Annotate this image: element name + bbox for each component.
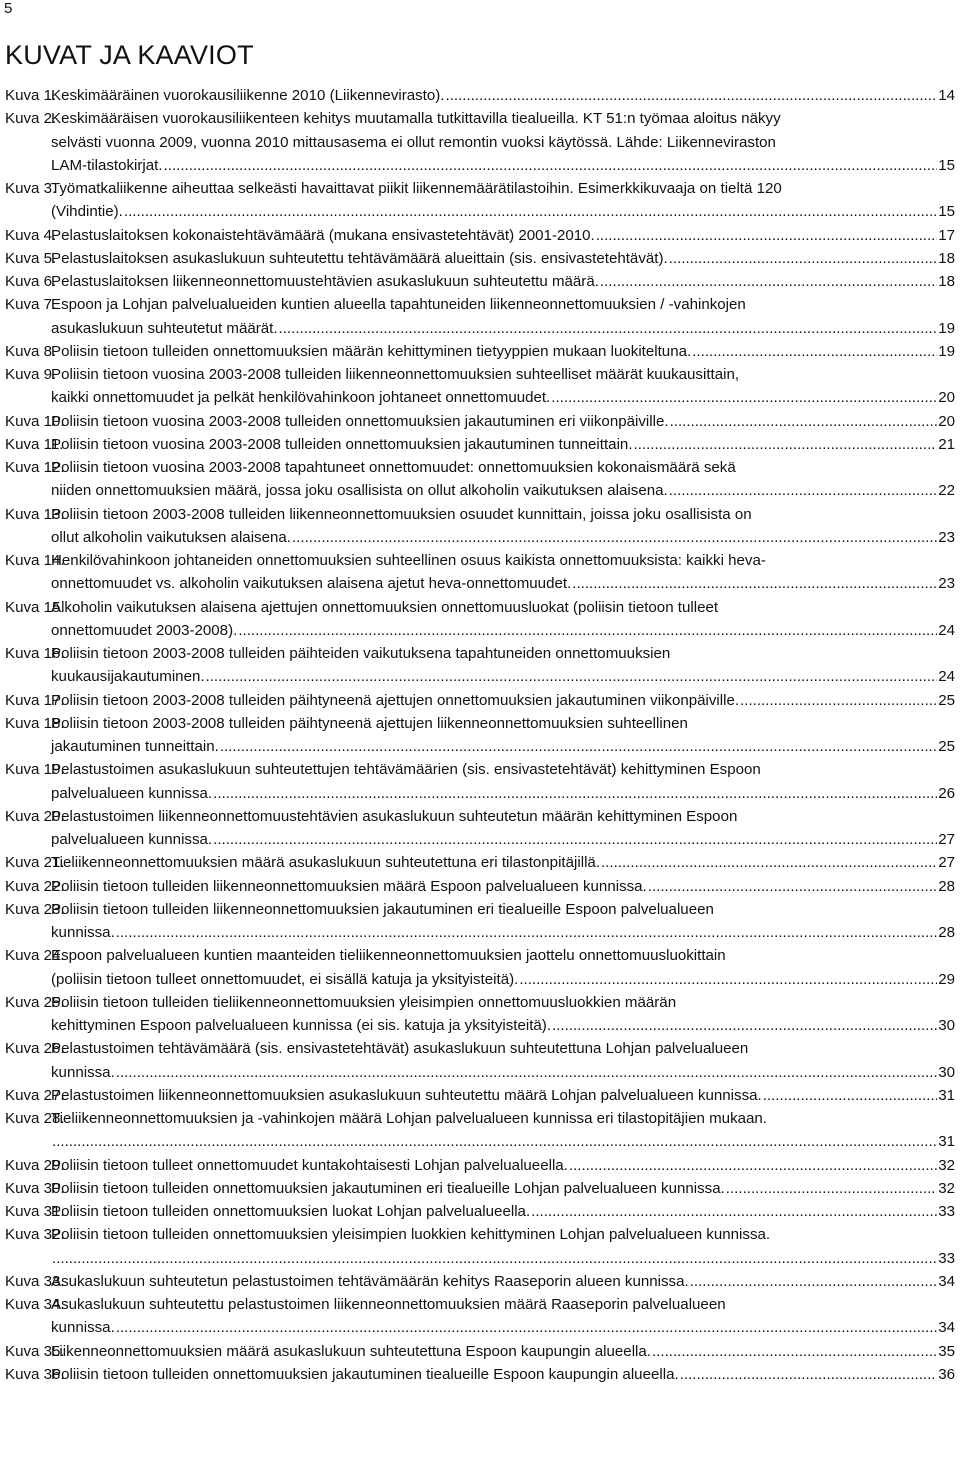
toc-entry-title: jakautuminen tunneittain. <box>51 738 219 755</box>
toc-entry-page: 26 <box>938 784 955 802</box>
toc-entry-label: Kuva 18. <box>5 714 65 732</box>
toc-entry-label: Kuva 22. <box>5 877 65 895</box>
dot-leader <box>213 828 937 851</box>
toc-entry-page: 27 <box>938 854 955 872</box>
toc-entry-title: asukaslukuun suhteutetut määrät. <box>51 319 278 337</box>
dot-leader <box>551 386 937 409</box>
dot-leader <box>596 224 938 247</box>
toc-entry-page: 33 <box>938 1249 955 1267</box>
toc-entry-label: Kuva 28. <box>5 1110 65 1127</box>
toc-entry[interactable] <box>5 1107 955 1154</box>
toc-entry-label: Kuva 24. <box>5 947 65 965</box>
toc-entry-title: Poliisin tietoon tulleiden onnettomuuksien luokat Lohjan palvelualueella. <box>51 1203 531 1220</box>
toc-entry-title: niiden onnettomuuksien määrä, jossa joku osallisista on ollut alkoholin vaikutuksen alaisena. <box>51 482 668 500</box>
toc-entry-page: 32 <box>938 1156 955 1174</box>
toc-entry-title: Poliisin tietoon 2003-2008 tulleiden päihteiden vaikutuksena tapahtuneiden onnettomuuksien <box>51 645 671 662</box>
toc-entry-title: Poliisin tietoon tulleiden tieliikenneonnettomuuksien yleisimpien onnettomuusluokkien määrän <box>51 993 677 1011</box>
dot-leader <box>648 875 937 898</box>
toc-entry[interactable] <box>5 340 955 363</box>
toc-entry[interactable] <box>5 898 955 945</box>
toc-entry-title: kunnissa. <box>51 924 115 941</box>
toc-entry-label: Kuva 29. <box>5 1156 65 1174</box>
toc-entry-title: Poliisin tietoon 2003-2008 tulleiden päihtyneenä ajettujen liikenneonnettomuuksien suhteellinen <box>51 714 688 732</box>
toc-entry[interactable] <box>5 1293 955 1340</box>
dot-leader <box>572 572 937 595</box>
toc-entry-page: 31 <box>938 1086 955 1104</box>
toc-entry[interactable] <box>5 1363 955 1386</box>
toc-entry-label: Kuva 36. <box>5 1365 65 1383</box>
toc-entry-page: 15 <box>938 203 955 221</box>
dot-leader <box>552 1014 937 1037</box>
toc-entry-page: 30 <box>938 1017 955 1034</box>
toc-entry-label: Kuva 4. <box>5 226 57 244</box>
toc-entry[interactable] <box>5 1177 955 1200</box>
toc-entry-title: Poliisin tietoon vuosina 2003-2008 tulleiden onnettomuuksien jakautuminen tunneittain. <box>51 435 633 453</box>
toc-entry-title: Poliisin tietoon tulleet onnettomuudet kuntakohtaisesti Lohjan palvelualueella. <box>51 1156 568 1174</box>
toc-entry-title: Poliisin tietoon tulleiden liikenneonnettomuuksien jakautuminen eri tiealueille Espoon palvelualueen <box>51 900 714 918</box>
toc-entry[interactable] <box>5 84 955 107</box>
dot-leader <box>669 479 938 502</box>
dot-leader <box>124 200 937 223</box>
toc-entry-page: 32 <box>938 1179 955 1197</box>
toc-entry-page: 22 <box>938 482 955 500</box>
toc-entry[interactable] <box>5 642 955 689</box>
toc-entry-title: Poliisin tietoon tulleiden onnettomuuksien määrän kehittyminen tietyyppien mukaan luokiteltuna. <box>51 342 692 360</box>
toc-entry-title: Pelastuslaitoksen asukaslukuun suhteutettu tehtävämäärä alueittain (sis. ensivastetehtävät). <box>51 249 668 267</box>
dot-leader <box>652 1340 937 1363</box>
toc-entry-label: Kuva 30. <box>5 1179 65 1197</box>
toc-entry-label: Kuva 13. <box>5 505 65 523</box>
toc-entry-page: 20 <box>938 412 955 430</box>
toc-entry-title: LAM-tilastokirjat. <box>51 156 163 174</box>
toc-entry-page: 33 <box>938 1203 955 1220</box>
dot-leader <box>164 154 938 177</box>
toc-entry-title: Tieliikenneonnettomuuksien määrä asukaslukuun suhteutettuna eri tilastonpitäjillä. <box>51 854 601 872</box>
toc-entry-label: Kuva 27. <box>5 1086 65 1104</box>
toc-entry-label: Kuva 3. <box>5 180 57 197</box>
dot-leader <box>680 1363 938 1386</box>
toc-entry-title: Alkoholin vaikutuksen alaisena ajettujen onnettomuuksien onnettomuusluokat (poliisin tietoon tulleet <box>51 598 719 616</box>
toc-entry-title: Poliisin tietoon vuosina 2003-2008 tulleiden liikenneonnettomuuksien suhteelliset määrät kuukausittain, <box>51 366 740 383</box>
toc-entry-title: Poliisin tietoon vuosina 2003-2008 tulleiden onnettomuuksien jakautuminen eri viikonpäiville. <box>51 412 669 430</box>
toc-entry-page: 25 <box>938 691 955 709</box>
toc-entry-page: 23 <box>938 575 955 593</box>
dot-leader <box>206 665 938 688</box>
toc-entry-page: 20 <box>938 389 955 407</box>
toc-entry-page: 14 <box>938 87 955 104</box>
toc-entry-title: onnettomuudet 2003-2008). <box>51 621 238 639</box>
toc-entry-title: Tieliikenneonnettomuuksien ja -vahinkojen määrä Lohjan palvelualueen kunnissa eri tilastopitäjien mukaan. <box>51 1110 767 1127</box>
toc-entry-page: 18 <box>938 249 955 267</box>
dot-leader <box>213 782 937 805</box>
dot-leader <box>52 1130 937 1153</box>
dot-leader <box>634 433 938 456</box>
toc-entry[interactable] <box>5 1223 955 1270</box>
toc-entry-label: Kuva 23. <box>5 900 65 918</box>
toc-entry-title: Henkilövahinkoon johtaneiden onnettomuuksien suhteellinen osuus kaikista onnettomuuksista: kaikki heva- <box>51 552 766 569</box>
toc-entry-label: Kuva 5. <box>5 249 57 267</box>
dot-leader <box>669 247 938 270</box>
toc-entry-title: Poliisin tietoon tulleiden onnettomuuksien yleisimpien luokkien kehittyminen Lohjan palvelualueen kunnissa. <box>51 1226 771 1244</box>
toc-entry-title: onnettomuudet vs. alkoholin vaikutuksen alaisena ajetut heva-onnettomuudet. <box>51 575 572 593</box>
toc-entry-title: Pelastustoimen tehtävämäärä (sis. ensivastetehtävät) asukaslukuun suhteutettuna Lohjan palvelualueen <box>51 1040 749 1058</box>
toc-entry-title: Pelastustoimen liikenneonnettomuuksien asukaslukuun suhteutettu määrä Lohjan palvelualueen kunnissa. <box>51 1086 762 1104</box>
toc-entry-title: Pelastuslaitoksen kokonaistehtävämäärä (mukana ensivastetehtävät) 2001-2010. <box>51 226 595 244</box>
toc-entry-title: Poliisin tietoon 2003-2008 tulleiden liikenneonnettomuuksien osuudet kunnittain, joissa joku osallisista on <box>51 505 752 523</box>
toc-entry-label: Kuva 16. <box>5 645 65 662</box>
toc-entry[interactable] <box>5 851 955 874</box>
toc-entry-label: Kuva 14. <box>5 552 65 569</box>
toc-entry-title: Liikenneonnettomuuksien määrä asukaslukuun suhteutettuna Espoon kaupungin alueella. <box>51 1342 651 1360</box>
toc-entry-page: 27 <box>938 831 955 848</box>
toc-entry-title: kaikki onnettomuudet ja pelkät henkilövahinkoon johtaneet onnettomuudet. <box>51 389 551 407</box>
toc-entry-title: Poliisin tietoon 2003-2008 tulleiden päihtyneenä ajettujen onnettomuuksien jakautuminen viikonpäiville. <box>51 691 740 709</box>
toc-entry[interactable] <box>5 433 955 456</box>
toc-entry-title: Asukaslukuun suhteutettu pelastustoimen liikenneonnettomuuksien määrä Raaseporin palvelualueen <box>51 1296 726 1313</box>
dot-leader <box>446 84 938 107</box>
toc-entry[interactable] <box>5 1270 955 1293</box>
toc-entry[interactable] <box>5 224 955 247</box>
toc-entry-page: 18 <box>938 273 955 290</box>
toc-entry[interactable] <box>5 549 955 596</box>
toc-entry-title: Keskimääräisen vuorokausiliikenteen kehitys muutamalla tutkittavilla tiealueilla. KT 51:n työmaa aloitus näkyy <box>51 110 781 128</box>
toc-entry[interactable] <box>5 1200 955 1223</box>
toc-entry-title: kehittyminen Espoon palvelualueen kunnissa (ei sis. katuja ja yksityisteitä). <box>51 1017 552 1034</box>
dot-leader <box>52 1247 937 1270</box>
toc-entry-title: kuukausijakautuminen. <box>51 668 205 686</box>
toc-entry-title: Espoon palvelualueen kuntien maanteiden tieliikenneonnettomuuksien jaottelu onnettomuusluokittain <box>51 947 726 965</box>
toc-entry-label: Kuva 10. <box>5 412 65 430</box>
toc-entry-title: Keskimääräinen vuorokausiliikenne 2010 (Liikennevirasto). <box>51 87 445 104</box>
toc-entry-title: (poliisin tietoon tulleet onnettomuudet, ei sisällä katuja ja yksityisteitä). <box>51 970 519 988</box>
toc-entry-title: Pelastustoimen liikenneonnettomuustehtävien asukaslukuun suhteutetun määrän kehittyminen Espoon <box>51 807 738 825</box>
toc-entry[interactable] <box>5 107 955 177</box>
toc-entry-label: Kuva 6. <box>5 273 57 290</box>
toc-entry-page: 24 <box>938 668 955 686</box>
toc-entry-title: Työmatkaliikenne aiheuttaa selkeästi havaittavat piikit liikennemäärätilastoihin. Esimerkkikuvaaja on tieltä 120 <box>51 180 782 197</box>
toc-entry-label: Kuva 26. <box>5 1040 65 1058</box>
toc-entry-label: Kuva 21. <box>5 854 65 872</box>
toc-entry-title: ollut alkoholin vaikutuksen alaisena. <box>51 528 291 546</box>
toc-entry-label: Kuva 2. <box>5 110 57 128</box>
dot-leader <box>279 317 938 340</box>
toc-entry-title: kunnissa. <box>51 1063 115 1081</box>
toc-entry-page: 34 <box>938 1272 955 1290</box>
dot-leader <box>531 1200 937 1223</box>
toc-entry-title: kunnissa. <box>51 1319 115 1337</box>
toc-entry-page: 30 <box>938 1063 955 1081</box>
toc-entry-title: Asukaslukuun suhteutetun pelastustoimen tehtävämäärän kehitys Raaseporin alueen kunnissa. <box>51 1272 689 1290</box>
toc-entry-title: Poliisin tietoon tulleiden onnettomuuksien jakautuminen eri tiealueille Lohjan palvelualueen kunnissa. <box>51 1179 725 1197</box>
toc-entry-label: Kuva 31. <box>5 1203 65 1220</box>
toc-entry-label: Kuva 11. <box>5 435 64 453</box>
dot-leader <box>690 1270 938 1293</box>
toc-entry-page: 19 <box>938 319 955 337</box>
toc-entry-page: 28 <box>938 877 955 895</box>
toc-entry[interactable] <box>5 456 955 503</box>
dot-leader <box>670 410 938 433</box>
toc-entry[interactable] <box>5 805 955 852</box>
dot-leader <box>601 851 937 874</box>
dot-leader <box>600 270 937 293</box>
toc-entry[interactable] <box>5 363 955 410</box>
toc-entry[interactable] <box>5 503 955 550</box>
toc-entry-page: 36 <box>938 1365 955 1383</box>
toc-entry-title: Pelastustoimen asukaslukuun suhteutettujen tehtävämäärien (sis. ensivastetehtävät) kehittyminen Espoon <box>51 761 761 779</box>
toc-entry-page: 31 <box>938 1133 955 1151</box>
dot-leader <box>519 968 937 991</box>
toc-entry[interactable] <box>5 1037 955 1084</box>
toc-entry-page: 35 <box>938 1342 955 1360</box>
toc-entry-page: 23 <box>938 528 955 546</box>
toc-entry-label: Kuva 12. <box>5 459 65 476</box>
toc-entry[interactable] <box>5 410 955 433</box>
toc-entry-title: palvelualueen kunnissa. <box>51 784 213 802</box>
page-number: 5 <box>4 0 13 17</box>
dot-leader <box>763 1084 937 1107</box>
toc-entry-page: 21 <box>938 435 955 453</box>
dot-leader <box>238 619 937 642</box>
toc-entry-label: Kuva 19. <box>5 761 65 779</box>
toc-entry-page: 19 <box>938 342 955 360</box>
toc-entry[interactable] <box>5 1340 955 1363</box>
toc-entry[interactable] <box>5 758 955 805</box>
dot-leader <box>116 921 937 944</box>
page-title: KUVAT JA KAAVIOT <box>5 40 254 70</box>
toc-entry[interactable] <box>5 689 955 712</box>
toc-entry-label: Kuva 20. <box>5 807 65 825</box>
toc-entry-page: 34 <box>938 1319 955 1337</box>
toc-entry-title: Espoon ja Lohjan palvelualueiden kuntien alueella tapahtuneiden liikenneonnettomuuksien / -vahinkojen <box>51 296 746 314</box>
toc-entry[interactable] <box>5 177 955 224</box>
toc-entry-label: Kuva 33. <box>5 1272 65 1290</box>
toc-entry-title: selvästi vuonna 2009, vuonna 2010 mittausasema ei ollut remontin vuoksi käytössä. Lähde: Liikenneviraston <box>51 133 776 151</box>
toc-entry-page: 17 <box>938 226 955 244</box>
toc-entry-page: 29 <box>938 970 955 988</box>
toc-entry-title: palvelualueen kunnissa. <box>51 831 213 848</box>
toc-entry-title: (Vihdintie). <box>51 203 123 221</box>
toc-entry[interactable] <box>5 270 955 293</box>
dot-leader <box>726 1177 937 1200</box>
toc-entry[interactable] <box>5 712 955 759</box>
dot-leader <box>116 1061 937 1084</box>
toc-entry-page: 25 <box>938 738 955 755</box>
toc-entry-label: Kuva 34. <box>5 1296 65 1313</box>
toc-entry-title: Poliisin tietoon tulleiden onnettomuuksien jakautuminen tiealueille Espoon kaupungin alueella. <box>51 1365 679 1383</box>
toc-entry-title: Poliisin tietoon vuosina 2003-2008 tapahtuneet onnettomuudet: onnettomuuksien kokonaismäärä sekä <box>51 459 736 476</box>
toc-entry-title: Poliisin tietoon tulleiden liikenneonnettomuuksien määrä Espoon palvelualueen kunnissa. <box>51 877 647 895</box>
dot-leader <box>569 1154 937 1177</box>
toc-entry[interactable] <box>5 596 955 643</box>
toc-entry-label: Kuva 15. <box>5 598 65 616</box>
dot-leader <box>692 340 937 363</box>
toc-entry[interactable] <box>5 944 955 991</box>
dot-leader <box>292 526 937 549</box>
toc-entry[interactable] <box>5 247 955 270</box>
dot-leader <box>220 735 937 758</box>
toc-entry-label: Kuva 32. <box>5 1226 65 1244</box>
toc-entry-label: Kuva 17. <box>5 691 65 709</box>
toc-entry-page: 24 <box>938 621 955 639</box>
toc-entry-title: Pelastuslaitoksen liikenneonnettomuustehtävien asukaslukuun suhteutettu määrä. <box>51 273 599 290</box>
toc-entry[interactable] <box>5 1154 955 1177</box>
toc-entry-label: Kuva 25. <box>5 993 65 1011</box>
dot-leader <box>740 689 937 712</box>
toc-entry[interactable] <box>5 875 955 898</box>
toc-entry[interactable] <box>5 1084 955 1107</box>
toc-entry-label: Kuva 7. <box>5 296 57 314</box>
toc-entry[interactable] <box>5 293 955 340</box>
figure-list <box>5 84 955 1386</box>
toc-entry-label: Kuva 8. <box>5 342 57 360</box>
toc-entry-label: Kuva 1. <box>5 87 57 104</box>
toc-entry-label: Kuva 9. <box>5 366 57 383</box>
toc-entry-page: 28 <box>938 924 955 941</box>
toc-entry[interactable] <box>5 991 955 1038</box>
toc-entry-page: 15 <box>938 156 955 174</box>
toc-entry-label: Kuva 35. <box>5 1342 65 1360</box>
dot-leader <box>116 1316 937 1339</box>
